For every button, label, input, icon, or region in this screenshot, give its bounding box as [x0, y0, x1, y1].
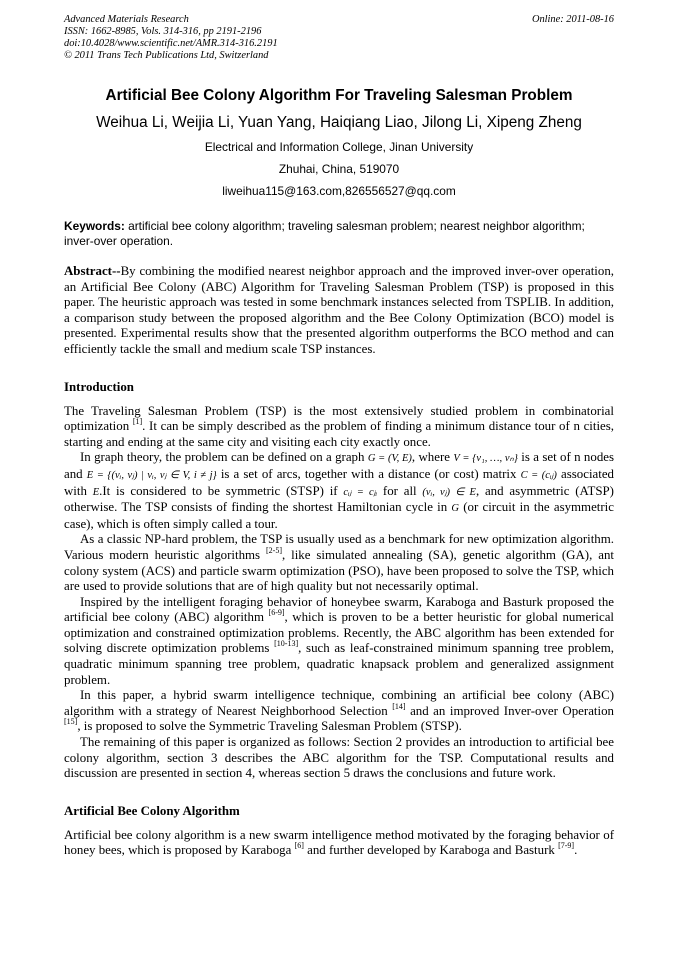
author-emails: liweihua115@163.com,826556527@qq.com [222, 184, 456, 198]
affiliation-college: Electrical and Information College, Jinan University [204, 140, 474, 154]
citation-ref: [10-13] [274, 639, 299, 649]
intro-p3-text: As a classic NP-hard problem, the TSP is usually used as a benchmark for new optimization algorithm. Various modern heuristic algorithms [64, 532, 614, 562]
intro-paragraph-5 [64, 688, 614, 735]
math-graph-g: G [451, 503, 459, 515]
abc-p1-text-2: and further developed by Karaboga and Basturk [307, 843, 555, 858]
citation-ref: [15] [64, 717, 78, 727]
intro-p2-text: is a set of arcs, together with a distance (or cost) matrix [220, 466, 517, 481]
intro-p1-text: The Traveling Salesman Problem (TSP) is the most extensively studied problem in combinatorial optimization [64, 403, 614, 434]
intro-paragraph-1 [64, 404, 614, 451]
intro-paragraph-2 [64, 450, 614, 532]
keywords-text: artificial bee colony algorithm; traveling salesman problem; nearest neighbor algorithm; inver-over operation. [64, 219, 585, 248]
abstract-label: Abstract-- [64, 264, 121, 278]
journal-header [64, 14, 614, 62]
intro-p4-text-2: , which is proven to be a better heuristic for global numerical optimization and constrained optimization problems. Recently, the ABC algorithm has been extended for solving discrete optimization problems [64, 610, 614, 656]
math-arc-set: E = {(vᵢ, vⱼ) | vᵢ, vⱼ ∈ V, i ≠ j} [86, 469, 217, 481]
abc-paragraph-1 [64, 828, 614, 859]
abstract-text: By combining the modified nearest neighbor approach and the improved inver-over operation, an Artificial Bee Colony (ABC) Algorithm for Traveling Salesman Problem (TSP) is proposed in this paper. The heuristic approach was tested in some benchmark instances selected from TSPLIB. In addition, a comparison study between the proposed algorithm and the Bee Colony Optimization (BCO) model is presented. Experimental results show that the presented algorithm outperforms the BCO method and can efficiently tackle the small and medium scale TSP instances. [64, 264, 614, 356]
online-date: Online: 2011-08-16 [531, 14, 614, 25]
intro-paragraph-3 [64, 532, 614, 594]
math-arc: (vᵢ, vⱼ) ∈ E [422, 486, 476, 498]
journal-name: Advanced Materials Research [64, 14, 189, 25]
math-edge-set: E [92, 486, 100, 498]
author-list: Weihua Li, Weijia Li, Yuan Yang, Haiqiang Liao, Jilong Li, Xipeng Zheng [96, 114, 582, 131]
intro-p2-text: , and asymmetric (ATSP) otherwise. The TSP consists of finding the shortest Hamiltonian cycle in [64, 483, 614, 515]
math-cost-matrix: C = (cᵢⱼ) [520, 469, 557, 481]
intro-paragraph-6: The remaining of this paper is organized as follows: Section 2 provides an introduction to artificial bee colony algorithm, section 3 describes the ABC algorithm for the TSP. Computational results and discussion are presented in section 4, whereas section 5 draws the conclusions and future work. [64, 735, 614, 781]
citation-ref: [14] [392, 701, 406, 711]
intro-p5-text: In this paper, a hybrid swarm intelligence technique, combining an artificial bee colony (ABC) algorithm with a strategy of Nearest Neighborhood Selection [64, 688, 614, 718]
intro-p5-text-3: , is proposed to solve the Symmetric Traveling Salesman Problem (STSP). [77, 719, 462, 734]
abc-p1-text-3: . [574, 843, 578, 858]
intro-p3-text-2: , like simulated annealing (SA), genetic algorithm (GA), ant colony system (ACS) and particle swarm optimization (PSO), have been proposed to solve the TSP, which are used to provide solutions that are of high quality but not necessarily optimal. [64, 547, 614, 594]
paper-title: Artificial Bee Colony Algorithm For Traveling Salesman Problem [105, 87, 573, 104]
intro-p2-text: .It is considered to be symmetric (STSP) if [99, 483, 338, 498]
abstract [64, 264, 614, 358]
intro-p4-text-3: , such as leaf-constrained minimum spanning tree problem, quadratic minimum spanning tree problem, quadratic knapsack problem and generalized assignment problem. [64, 641, 615, 687]
citation-ref: [6] [294, 841, 304, 851]
intro-paragraph-4 [64, 595, 614, 689]
paper-page [64, 14, 614, 859]
citation-ref: [7-9] [558, 841, 575, 851]
abc-p1-text: Artificial bee colony algorithm is a new swarm intelligence method motivated by the foraging behavior of honey bees, which is proposed by Karaboga [64, 827, 614, 858]
intro-p1-text-2: . It can be simply described as the problem of finding a minimum distance tour of n cities, starting and ending at the same city and visiting each city exactly once. [64, 419, 614, 449]
math-graph: G = (V, E) [367, 453, 412, 465]
doi-line: doi:10.4028/www.scientific.net/AMR.314-316.2191 [64, 38, 278, 49]
section-heading-introduction: Introduction [64, 379, 134, 394]
affiliation-city: Zhuhai, China, 519070 [278, 162, 400, 176]
issn-line: ISSN: 1662-8985, Vols. 314-316, pp 2191-2196 [64, 26, 262, 37]
copyright-line: © 2011 Trans Tech Publications Ltd, Switzerland [64, 50, 269, 61]
keywords-label: Keywords: [64, 219, 125, 233]
section-heading-abc: Artificial Bee Colony Algorithm [64, 803, 240, 818]
intro-p5-text-2: and an improved Inver-over Operation [410, 703, 614, 718]
intro-p2-text: In graph theory, the problem can be defined on a graph [80, 450, 365, 465]
intro-p2-text: (or circuit in the asymmetric case), which is often simply called a tour. [64, 500, 614, 531]
citation-ref: [2-5] [266, 545, 282, 555]
intro-p2-text: , where [411, 450, 450, 465]
math-symmetric: cᵢⱼ = cⱼᵢ [343, 486, 378, 498]
intro-p2-text: associated with [64, 466, 615, 498]
intro-p4-text: Inspired by the intelligent foraging behavior of honeybee swarm, Karaboga and Basturk proposed the artificial bee colony (ABC) algorithm [64, 594, 614, 625]
citation-ref: [6-9] [268, 608, 285, 618]
intro-p2-text: for all [382, 483, 417, 498]
keywords [64, 219, 614, 249]
citation-ref: [1] [132, 417, 143, 427]
math-node-set: V = {v₁, …, vₙ} [453, 453, 518, 465]
intro-p2-text: is a set of n nodes and [64, 450, 615, 481]
